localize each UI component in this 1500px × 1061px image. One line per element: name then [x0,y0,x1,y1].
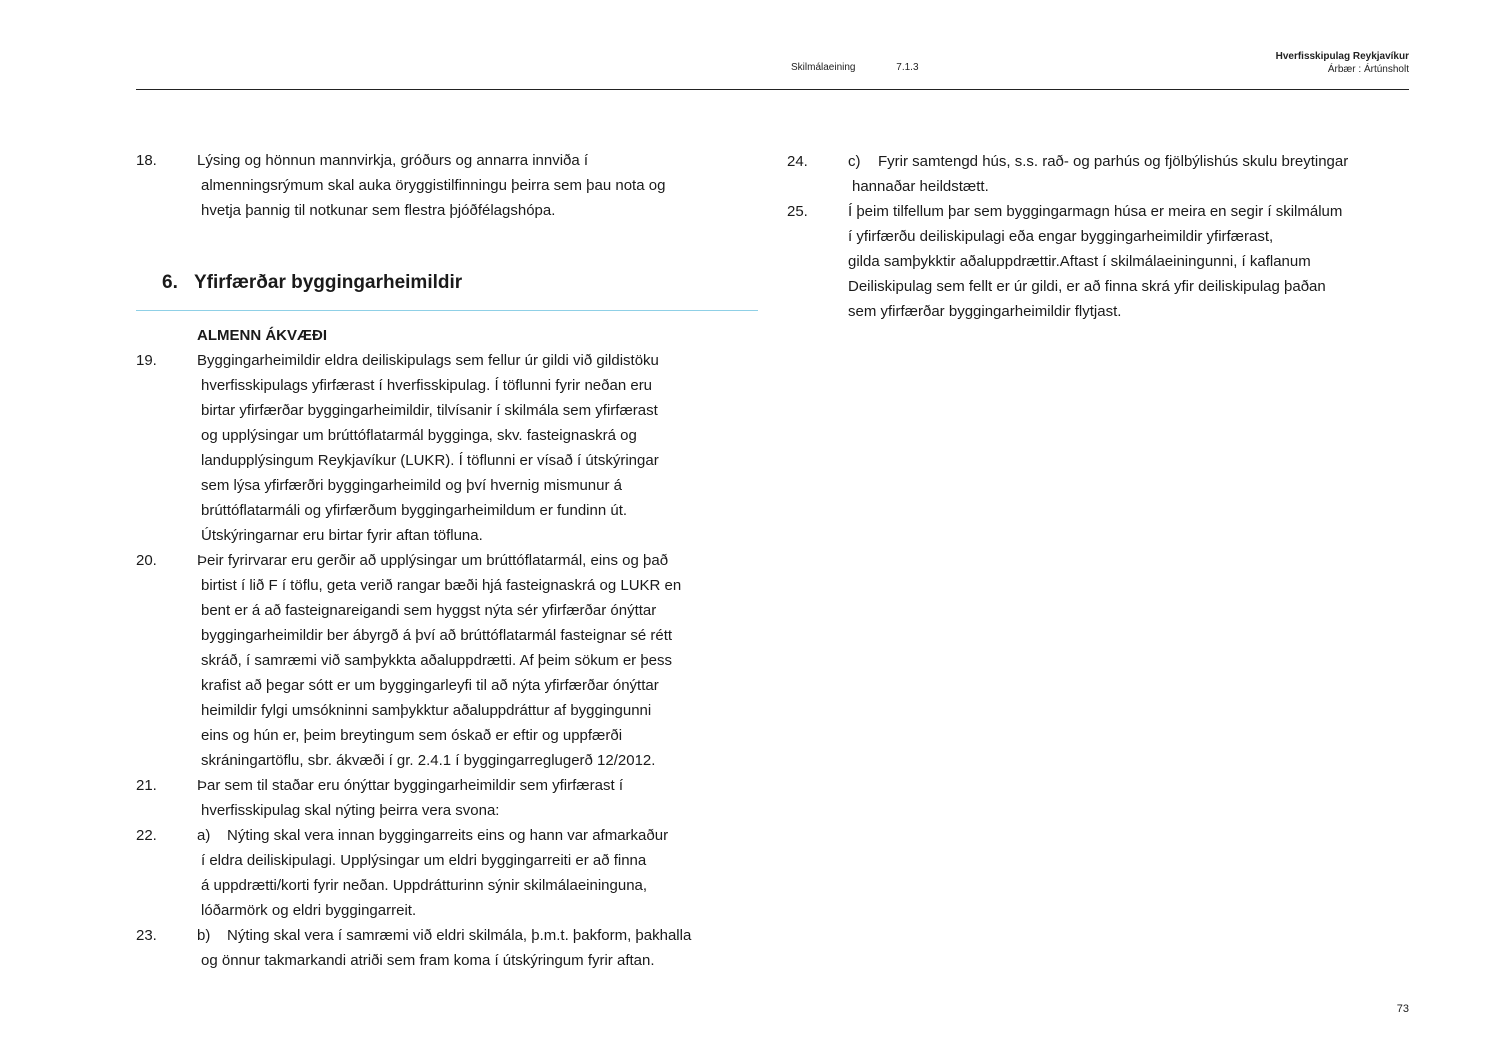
text-line: birtar yfirfærðar byggingarheimildir, tilvísanir í skilmála sem yfirfærast [201,402,658,419]
text-line: byggingarheimildir ber ábyrgð á því að brúttóflatarmál fasteignar sé rétt [201,627,673,644]
text-line: landupplýsingum Reykjavíkur (LUKR). Í töflunni er vísað í útskýringar [201,452,659,469]
item-text [848,199,1388,324]
text-line: Þar sem til staðar eru ónýttar byggingarheimildir sem yfirfærast í [197,777,623,794]
text-line: Lýsing og hönnun mannvirkja, gróðurs og annarra innviða í [197,152,589,169]
item-text [197,823,737,923]
section-label: Skilmálaeining [791,62,856,73]
item-number: 20. [136,552,157,569]
list-item-24 [787,149,1409,199]
item-text [197,773,737,823]
text-line: Byggingarheimildir eldra deiliskipulags sem fellur úr gildi við gildistöku [197,352,659,369]
text-line: birtist í lið F í töflu, geta verið rangar bæði hjá fasteignaskrá og LUKR en [201,577,682,594]
item-number: 22. [136,827,157,844]
text-line: almenningsrýmum skal auka öryggistilfinningu þeirra sem þau nota og [201,177,666,194]
text-line: heimildir fylgi umsókninni samþykktur aðaluppdráttur af byggingunni [201,702,652,719]
text-line [197,823,737,848]
text-line [197,923,737,948]
item-number: 25. [787,203,808,220]
right-column [787,149,1409,324]
item-text [197,348,737,548]
list-item-22 [136,823,758,923]
list-item-21 [136,773,758,823]
sub-marker: b) [197,927,211,944]
left-column [136,148,758,973]
text-line: í yfirfærðu deiliskipulagi eða engar byggingarheimildir yfirfærast, [848,228,1274,245]
section-number: 7.1.3 [896,62,919,73]
header-title-block [1276,50,1409,76]
text-line: lóðarmörk og eldri byggingarreit. [201,902,417,919]
text-line: eins og hún er, þeim breytingum sem óskað er eftir og uppfærði [201,727,623,744]
sub-marker: c) [848,153,861,170]
text-line: skráningartöflu, sbr. ákvæði í gr. 2.4.1 í byggingarreglugerð 12/2012. [201,752,656,769]
text-line-content: Fyrir samtengd hús, s.s. rað- og parhús og fjölbýlishús skulu breytingar [878,153,1349,170]
text-line: hannaðar heildstætt. [852,178,989,195]
text-line: Þeir fyrirvarar eru gerðir að upplýsingar um brúttóflatarmál, eins og það [197,552,669,569]
section-heading-title: Yfirfærðar byggingarheimildir [194,272,463,293]
text-line: hverfisskipulag skal nýting þeirra vera svona: [201,802,500,819]
item-text [197,923,737,973]
text-line: sem yfirfærðar byggingarheimildir flytjast. [848,303,1122,320]
subheading: ALMENN ÁKVÆÐI [197,327,327,344]
text-line [848,149,1388,174]
text-line: Í þeim tilfellum þar sem byggingarmagn húsa er meira en segir í skilmálum [848,203,1343,220]
list-item-19 [136,348,758,548]
document-subtitle: Árbær : Ártúnsholt [1327,64,1409,75]
text-line: bent er á að fasteignareigandi sem hyggst nýta sér yfirfærðar ónýttar [201,602,657,619]
text-line: og upplýsingar um brúttóflatarmál bygginga, skv. fasteignaskrá og [201,427,637,444]
text-line: Útskýringarnar eru birtar fyrir aftan töfluna. [201,527,483,544]
header-divider [136,89,1409,90]
list-item-23 [136,923,758,973]
text-line: og önnur takmarkandi atriði sem fram koma í útskýringum fyrir aftan. [201,952,655,969]
text-line: á uppdrætti/korti fyrir neðan. Uppdrátturinn sýnir skilmálaeininguna, [201,877,648,894]
item-number: 21. [136,777,157,794]
text-line: sem lýsa yfirfærðri byggingarheimild og því hvernig mismunur á [201,477,622,494]
text-line: hverfisskipulags yfirfærast í hverfisskipulag. Í töflunni fyrir neðan eru [201,377,653,394]
section-heading [136,270,758,296]
item-text [197,148,737,223]
document-title: Hverfisskipulag Reykjavíkur [1275,51,1409,62]
text-line: gilda samþykktir aðaluppdrættir.Aftast í skilmálaeiningunni, í kaflanum [848,253,1311,270]
section-heading-number: 6. [162,272,178,293]
list-item-18 [136,148,758,223]
text-line-content: Nýting skal vera innan byggingarreits eins og hann var afmarkaður [227,827,669,844]
header-section [791,62,919,73]
list-item-20 [136,548,758,773]
list-item-25 [787,199,1409,324]
text-line: Deiliskipulag sem fellt er úr gildi, er að finna skrá yfir deiliskipulag þaðan [848,278,1326,295]
text-line: brúttóflatarmáli og yfirfærðum byggingarheimildum er fundinn út. [201,502,628,519]
text-line: krafist að þegar sótt er um byggingarleyfi til að nýta yfirfærðar ónýttar [201,677,659,694]
item-number: 18. [136,152,157,169]
item-number: 24. [787,153,808,170]
sub-marker: a) [197,827,211,844]
item-number: 19. [136,352,157,369]
section-divider [136,310,758,311]
page-number: 73 [1396,1003,1409,1015]
item-text [848,149,1388,199]
item-number: 23. [136,927,157,944]
text-line: hvetja þannig til notkunar sem flestra þjóðfélagshópa. [201,202,556,219]
text-line-content: Nýting skal vera í samræmi við eldri skilmála, þ.m.t. þakform, þakhalla [227,927,692,944]
text-line: í eldra deiliskipulagi. Upplýsingar um eldri byggingarreiti er að finna [201,852,647,869]
item-text [197,548,737,773]
text-line: skráð, í samræmi við samþykkta aðaluppdrætti. Af þeim sökum er þess [201,652,673,669]
